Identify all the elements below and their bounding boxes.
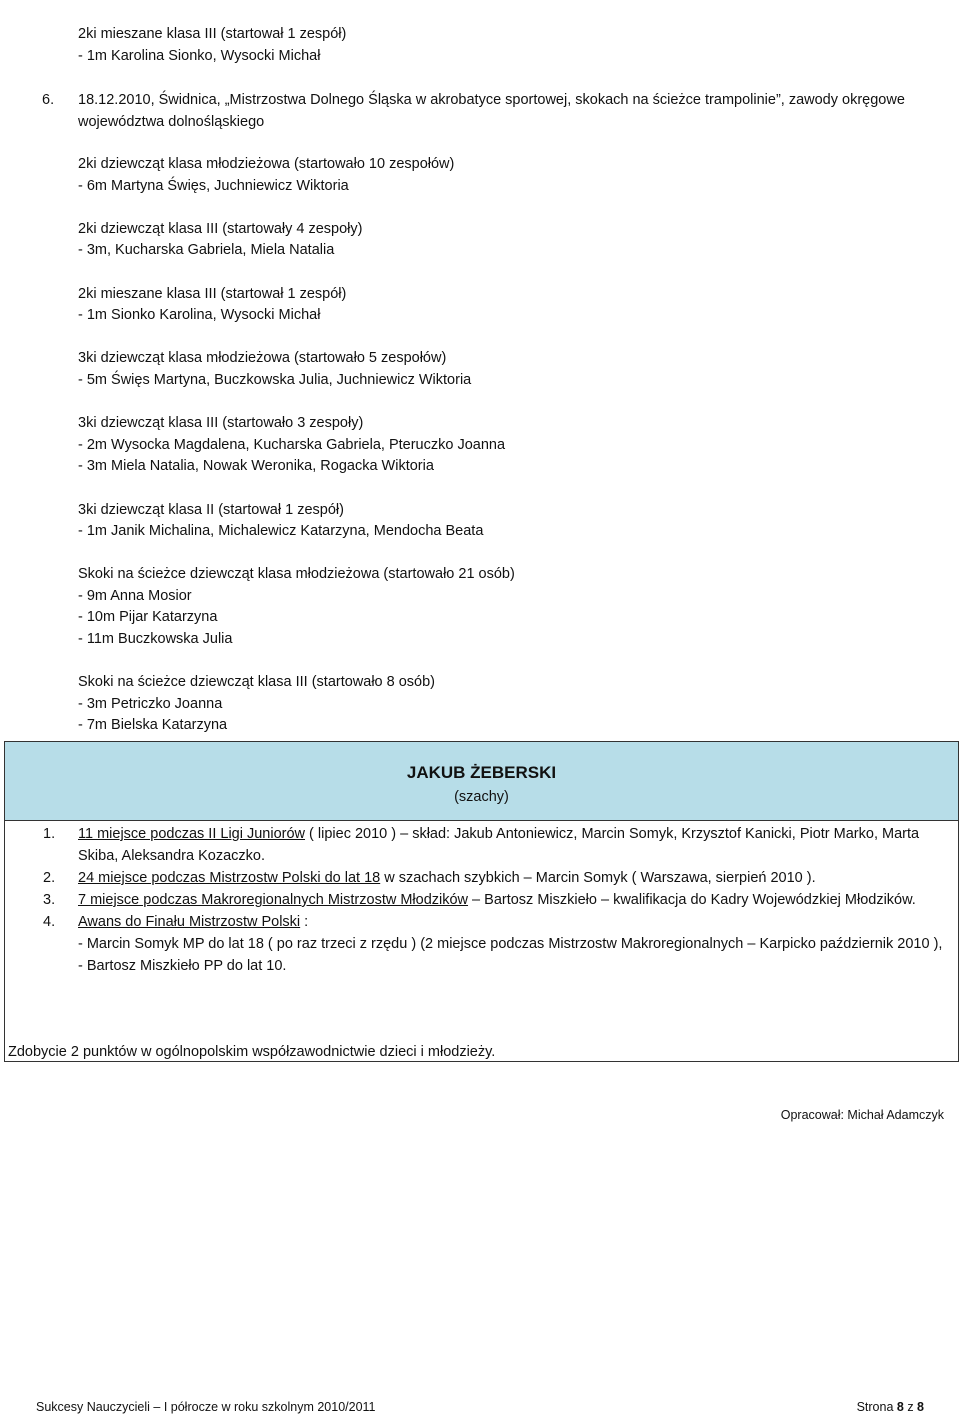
item-subline: - Marcin Somyk MP do lat 18 ( po raz trzeci z rzędu ) (2 miejsce podczas Mistrzostw Makroregionalnych – Karpicko październik 2010 ), [78, 936, 943, 952]
result-line: - 3m Miela Natalia, Nowak Weronika, Rogacka Wiktoria [78, 458, 434, 475]
result-heading: Skoki na ścieżce dziewcząt klasa III (startowało 8 osób) [78, 674, 436, 691]
result-line: - 7m Bielska Katarzyna [78, 717, 228, 734]
result-group [78, 348, 948, 391]
top-results [78, 24, 948, 67]
achievements-list [5, 823, 958, 977]
result-line: - 5m Święs Martyna, Buczkowska Julia, Juchniewicz Wiktoria [78, 371, 472, 388]
result-group [78, 500, 948, 543]
item-number: 3. [43, 892, 56, 908]
current-page: 8 [896, 1400, 904, 1414]
list-item [5, 889, 958, 911]
result-line: - 1m Janik Michalina, Michalewicz Katarzyna, Mendocha Beata [78, 523, 484, 540]
result-heading: 2ki mieszane klasa III (startował 1 zespół) [78, 26, 347, 42]
result-group [78, 219, 948, 262]
item-body [78, 889, 948, 911]
item-body [78, 867, 948, 889]
result-line: - 10m Pijar Katarzyna [78, 609, 218, 626]
item-number: 1. [43, 826, 56, 842]
result-heading: 2ki dziewcząt klasa III (startowały 4 zespoły) [78, 220, 363, 237]
result-heading: 2ki mieszane klasa III (startował 1 zespół) [78, 285, 347, 302]
result-line: - 9m Anna Mosior [78, 587, 192, 604]
section-header [5, 742, 958, 821]
item-text: ( lipiec 2010 ) – skład: Jakub Antoniewicz, Marcin Somyk, Krzysztof Kanicki, Piotr Marko, Marta Skiba, Aleksandra Kozaczko. [78, 826, 920, 864]
page-number [857, 1398, 924, 1416]
section-subtitle: (szachy) [454, 789, 509, 805]
item-link[interactable]: 24 miejsce podczas Mistrzostw Polski do lat 18 [78, 870, 381, 886]
result-heading: 2ki dziewcząt klasa młodzieżowa (startowało 10 zespołów) [78, 156, 455, 172]
item-text: – Bartosz Miszkieło – kwalifikacja do Kadry Wojewódzkiej Młodzików. [468, 892, 916, 908]
result-heading: Skoki na ścieżce dziewcząt klasa młodzieżowa (startowało 21 osób) [78, 566, 515, 583]
event-description: 18.12.2010, Świdnica, „Mistrzostwa Dolnego Śląska w akrobatyce sportowej, skokach na ścieżce trampolinie”, zawody okręgowe województwa dolnośląskiego [78, 92, 905, 130]
person-section-box [4, 741, 959, 1062]
author-note: Opracował: Michał Adamczyk [780, 1108, 944, 1122]
result-group [78, 564, 948, 650]
item-text: : [300, 914, 309, 930]
result-group [78, 672, 948, 737]
list-item [5, 823, 958, 867]
item-link[interactable]: 7 miejsce podczas Makroregionalnych Mistrzostw Młodzików [78, 892, 469, 908]
result-group [78, 154, 948, 197]
section-title: JAKUB ŻEBERSKI [406, 763, 557, 782]
results-list [78, 154, 948, 759]
result-group [78, 413, 948, 478]
result-group [78, 284, 948, 327]
item-link[interactable]: Awans do Finału Mistrzostw Polski [78, 914, 301, 930]
points-summary: Zdobycie 2 punktów w ogólnopolskim współzawodnictwie dzieci i młodzieży. [8, 1044, 496, 1060]
list-item [5, 911, 958, 977]
result-line: - 3m Petriczko Joanna [78, 695, 223, 712]
result-line: - 1m Sionko Karolina, Wysocki Michał [78, 307, 321, 324]
event-number: 6. [42, 92, 55, 108]
item-subline: - Bartosz Miszkieło PP do lat 10. [78, 958, 287, 974]
result-line: - 1m Karolina Sionko, Wysocki Michał [78, 47, 321, 64]
total-pages: 8 [917, 1400, 924, 1414]
item-body [78, 911, 948, 977]
item-text: w szachach szybkich – Marcin Somyk ( Warszawa, sierpień 2010 ). [380, 870, 816, 886]
list-item [5, 867, 958, 889]
item-body [78, 823, 948, 867]
result-heading: 3ki dziewcząt klasa II (startował 1 zespół) [78, 501, 344, 518]
item-link[interactable]: 11 miejsce podczas II Ligi Juniorów [78, 826, 306, 842]
result-line: - 2m Wysocka Magdalena, Kucharska Gabriela, Pteruczko Joanna [78, 436, 506, 453]
result-line: - 11m Buczkowska Julia [78, 631, 233, 648]
item-number: 2. [43, 870, 56, 886]
page-label: Strona [856, 1400, 897, 1414]
result-heading: 3ki dziewcząt klasa III (startowało 3 zespoły) [78, 415, 364, 432]
result-line: - 3m, Kucharska Gabriela, Miela Natalia [78, 242, 335, 259]
result-heading: 3ki dziewcząt klasa młodzieżowa (startowało 5 zespołów) [78, 350, 447, 367]
result-line: - 6m Martyna Święs, Juchniewicz Wiktoria [78, 177, 349, 194]
page-separator: z [903, 1400, 918, 1414]
item-number: 4. [43, 914, 56, 930]
footer-title: Sukcesy Nauczycieli – I półrocze w roku szkolnym 2010/2011 [36, 1400, 376, 1414]
